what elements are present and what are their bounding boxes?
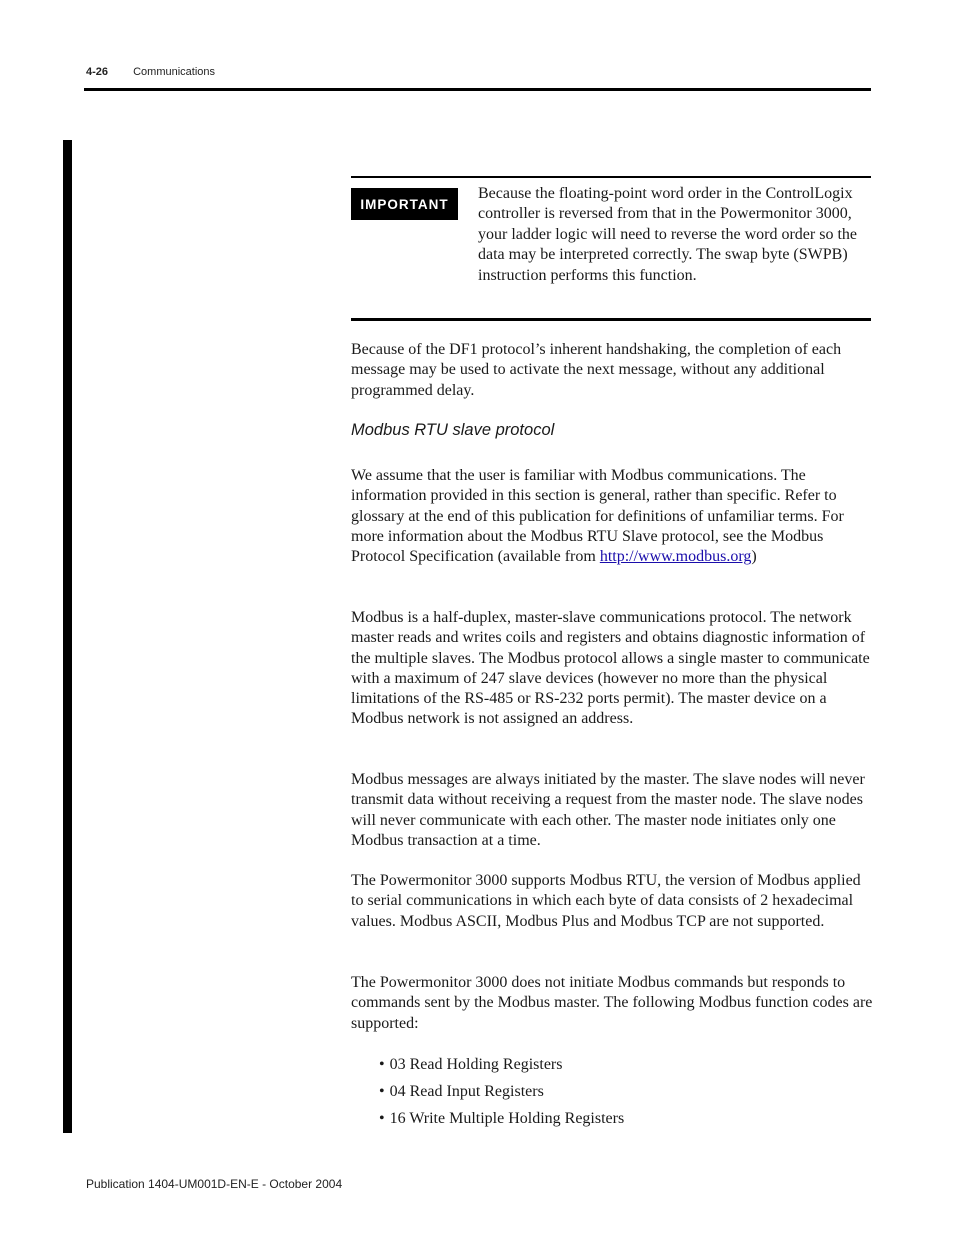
list-item-text: 04 Read Input Registers	[389, 1083, 544, 1100]
list-item-text: 03 Read Holding Registers	[389, 1056, 563, 1073]
bullet-glyph: •	[379, 1056, 385, 1073]
list-item	[379, 1081, 624, 1108]
messages-paragraph: Modbus messages are always initiated by the master. The slave nodes will never transmit data without receiving a request from the master node. The slave nodes will never communicate with each other. The master node initiates only one Modbus transaction at a time.	[351, 771, 865, 849]
header-rule	[84, 88, 871, 91]
assume-paragraph	[351, 466, 876, 567]
section-subheading: Modbus RTU slave protocol	[351, 421, 555, 439]
publication-footer: Publication 1404-UM001D-EN-E - October 2004	[86, 1177, 343, 1191]
half-duplex-paragraph: Modbus is a half-duplex, master-slave communications protocol. The network master reads and writes coils and registers and obtains diagnostic information of the multiple slaves. The Modbus protocol allows a single master to communicate with a maximum of 247 slave devices (however no more than the physical limitations of the RS-485 or RS-232 ports permit). The master device on a Modbus network is not assigned an address.	[351, 609, 870, 728]
list-item	[379, 1108, 624, 1135]
rtu-paragraph: The Powermonitor 3000 supports Modbus RTU, the version of Modbus applied to serial communications in which each byte of data consists of 2 hexadecimal values. Modbus ASCII, Modbus Plus and Modbus TCP are not supported.	[351, 872, 861, 930]
important-text: Because the floating-point word order in the ControlLogix controller is reversed from that in the Powermonitor 3000, your ladder logic will need to reverse the word order so the data may be interpreted correctly. The swap byte (SWPB) instruction performs this function.	[478, 185, 857, 284]
assume-text: We assume that the user is familiar with Modbus communications. The information provided in this section is general, rather than specific. Refer to glossary at the end of this publication for definitions of unfamiliar terms. For more information about the Modbus RTU Slave protocol, see the Modbus Protocol Specification (available from	[351, 467, 844, 566]
page-number: 4-26	[86, 66, 109, 78]
important-label: IMPORTANT	[351, 188, 458, 220]
bullet-glyph: •	[379, 1083, 385, 1100]
modbus-link[interactable]: http://www.modbus.org	[599, 548, 752, 566]
list-item-text: 16 Write Multiple Holding Registers	[389, 1110, 625, 1127]
function-code-list	[379, 1054, 624, 1135]
bullet-glyph: •	[379, 1110, 385, 1127]
df1-paragraph: Because of the DF1 protocol’s inherent handshaking, the completion of each message may be used to activate the next message, without any additional programmed delay.	[351, 341, 842, 399]
important-top-rule	[351, 176, 871, 178]
list-item	[379, 1054, 624, 1081]
responds-paragraph: The Powermonitor 3000 does not initiate Modbus commands but responds to commands sent by the Modbus master. The following Modbus function codes are supported:	[351, 974, 873, 1032]
important-bottom-rule	[351, 318, 871, 321]
page-header	[86, 66, 215, 78]
revision-change-bar	[63, 140, 72, 1133]
section-title: Communications	[133, 66, 216, 78]
assume-close: )	[751, 548, 757, 566]
